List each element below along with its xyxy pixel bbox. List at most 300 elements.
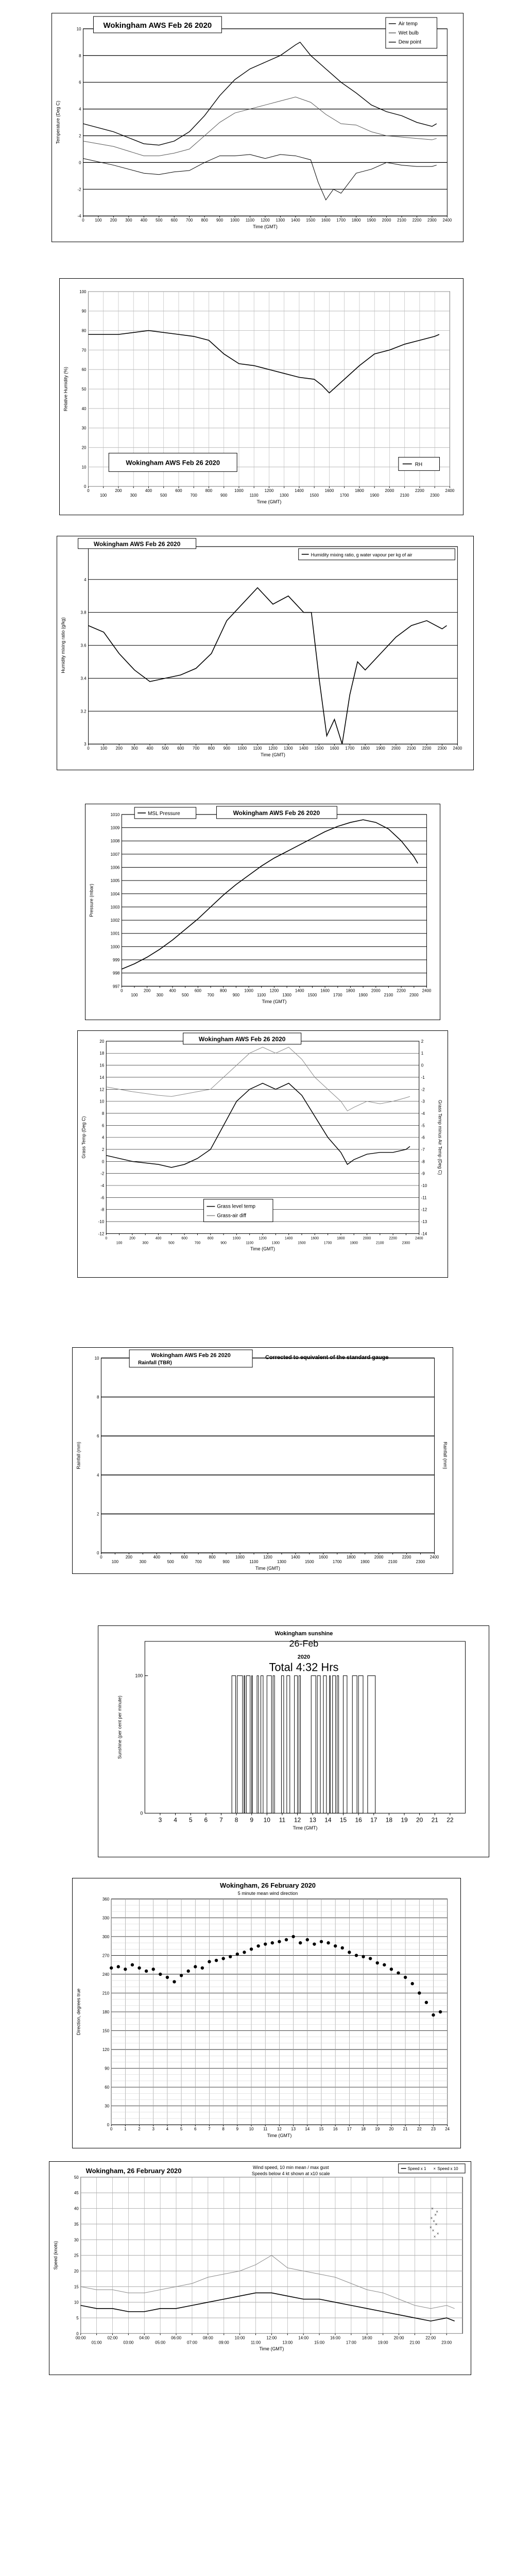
x-tick-label: 18 <box>385 1816 393 1824</box>
x-tick-label: 300 <box>130 493 137 498</box>
y-tick-label: 30 <box>105 2104 110 2109</box>
chart-title: Wokingham AWS Feb 26 2020 <box>233 809 320 817</box>
y-tick-label: 20 <box>81 445 87 450</box>
x-tick-label: 2100 <box>397 218 406 223</box>
y-tick-label: 0 <box>107 2123 110 2128</box>
x-tick-label: 2300 <box>430 493 440 498</box>
chart-svg-rainfall <box>73 1348 453 1573</box>
direction-point <box>180 1974 183 1977</box>
chart-panel-wind-speed <box>49 2161 471 2375</box>
chart-svg-sunshine <box>98 1626 489 1857</box>
y-axis-label: Speed (knots) <box>53 2241 58 2270</box>
y-tick-label: 180 <box>102 2009 110 2014</box>
x-tick-label: 400 <box>146 746 153 751</box>
y-tick-label: -12 <box>98 1231 105 1236</box>
y-tick-label: 150 <box>102 2028 110 2033</box>
x-axis-label: Time (GMT) <box>250 1246 275 1252</box>
x-tick-label: 800 <box>201 218 208 223</box>
x-tick-label: 1200 <box>268 746 278 751</box>
x-tick-label: 1600 <box>320 988 330 993</box>
x-tick-label: 1800 <box>355 488 364 494</box>
x-tick-label: 500 <box>160 493 167 498</box>
x-tick-label: 09:00 <box>218 2340 229 2345</box>
direction-point <box>418 1991 421 1994</box>
x-tick-label: 17:00 <box>346 2340 356 2345</box>
y-tick-label: 1005 <box>110 878 120 884</box>
direction-point <box>131 1963 134 1967</box>
x-tick-label: 700 <box>186 218 193 223</box>
x-tick-label: 6 <box>194 2127 197 2132</box>
y-tick-label: 10 <box>74 2300 79 2305</box>
speed-x10-marker: × <box>436 2209 438 2214</box>
legend-label: Wet bulb <box>398 30 419 36</box>
y-tick-label: -10 <box>98 1219 105 1225</box>
y-tick-label: -2 <box>100 1171 105 1176</box>
x-tick-label: 1200 <box>263 1555 272 1560</box>
x-tick-label: 8 <box>234 1816 238 1824</box>
x-tick-label: 0 <box>121 988 123 993</box>
x-tick-label: 19:00 <box>377 2340 388 2345</box>
x-tick-label: 1500 <box>298 1241 306 1245</box>
y2-tick-label: -11 <box>421 1195 427 1200</box>
x-tick-label: 600 <box>181 1555 188 1560</box>
x-tick-label: 2200 <box>397 988 406 993</box>
y2-tick-label: 0 <box>421 1063 424 1068</box>
x-tick-label: 21:00 <box>409 2340 420 2345</box>
x-tick-label: 200 <box>125 1555 132 1560</box>
y-tick-label: -6 <box>100 1195 105 1200</box>
x-tick-label: 7 <box>219 1816 223 1824</box>
x-tick-label: 100 <box>131 993 138 998</box>
x-tick-label: 08:00 <box>202 2335 213 2341</box>
y-tick-label: 70 <box>81 348 87 353</box>
y-tick-label: 10 <box>81 465 87 470</box>
x-tick-label: 2200 <box>402 1555 411 1560</box>
x-tick-label: 2300 <box>402 1241 410 1245</box>
x-tick-label: 1300 <box>279 493 289 498</box>
x-tick-label: 2000 <box>382 218 391 223</box>
x-tick-label: 2400 <box>430 1555 439 1560</box>
direction-point <box>145 1970 148 1973</box>
x-tick-label: 1700 <box>345 746 355 751</box>
x-tick-label: 22 <box>417 2127 422 2132</box>
y-tick-label: 1006 <box>110 865 120 870</box>
x-tick-label: 2000 <box>363 1236 371 1241</box>
plot-area <box>122 815 426 986</box>
direction-point <box>355 1954 358 1957</box>
x-tick-label: 00:00 <box>75 2335 86 2341</box>
x-tick-label: 1900 <box>376 746 385 751</box>
legend-label: Speed x 1 <box>407 2166 426 2171</box>
chart-title: Wokingham AWS Feb 26 2020 <box>93 540 181 548</box>
speed-x10-marker: × <box>431 2206 434 2211</box>
direction-point <box>256 1944 260 1947</box>
y2-tick-label: -13 <box>421 1219 427 1225</box>
x-tick-label: 1 <box>124 2127 127 2132</box>
x-tick-label: 1100 <box>257 993 266 998</box>
y-tick-label: 30 <box>81 426 87 431</box>
y-tick-label: 3 <box>84 742 87 747</box>
y-axis-label: Humidity mixing ratio (g/kg) <box>60 617 66 673</box>
y-tick-label: 1010 <box>110 812 120 817</box>
x-tick-label: 16 <box>333 2127 338 2132</box>
y-tick-label: 3.8 <box>80 610 87 615</box>
chart-title: Wokingham AWS Feb 26 2020 <box>126 459 220 467</box>
speed-x10-marker: × <box>430 2215 433 2221</box>
y-tick-label: 6 <box>79 80 81 85</box>
x-tick-label: 13 <box>309 1816 316 1824</box>
chart-subtitle: 5 minute mean wind direction <box>237 1890 298 1896</box>
direction-point <box>341 1946 344 1950</box>
x-tick-label: 1000 <box>237 746 247 751</box>
y-tick-label: 4 <box>97 1472 99 1478</box>
x-tick-label: 900 <box>223 746 230 751</box>
x-tick-label: 0 <box>82 218 84 223</box>
x-tick-label: 500 <box>168 1241 175 1245</box>
y-axis-label: Grass Temp (Deg C) <box>81 1116 87 1159</box>
x-tick-label: 1500 <box>310 493 319 498</box>
x-tick-label: 300 <box>125 218 132 223</box>
x-tick-label: 6 <box>204 1816 208 1824</box>
x-tick-label: 22 <box>447 1816 454 1824</box>
y2-tick-label: -7 <box>421 1147 425 1152</box>
x-axis-label: Time (GMT) <box>259 2346 284 2352</box>
y-tick-label: -4 <box>77 214 81 219</box>
x-tick-label: 1800 <box>346 988 355 993</box>
chart-title: Wokingham, 26 February 2020 <box>219 1881 316 1889</box>
direction-point <box>138 1967 141 1970</box>
x-tick-label: 900 <box>232 993 240 998</box>
x-tick-label: 4 <box>166 2127 169 2132</box>
y-tick-label: 1004 <box>110 891 120 896</box>
direction-point <box>264 1942 267 1945</box>
y-tick-label: 2 <box>101 1147 105 1152</box>
x-tick-label: 11 <box>263 2127 268 2132</box>
speed-x10-marker: × <box>429 2225 432 2230</box>
direction-point <box>173 1980 176 1983</box>
x-tick-label: 200 <box>115 488 122 494</box>
x-tick-label: 3 <box>158 1816 162 1824</box>
x-tick-label: 06:00 <box>171 2335 181 2341</box>
x-tick-label: 19 <box>401 1816 408 1824</box>
y-tick-label: -8 <box>100 1207 105 1212</box>
direction-point <box>194 1965 197 1968</box>
direction-point <box>327 1941 330 1944</box>
x-tick-label: 01:00 <box>91 2340 102 2345</box>
y-tick-label: 0 <box>101 1159 105 1164</box>
x-tick-label: 1500 <box>314 746 324 751</box>
direction-point <box>201 1967 204 1970</box>
x-tick-label: 500 <box>162 746 169 751</box>
y-tick-label: 330 <box>102 1916 110 1921</box>
legend-label: Humidity mixing ratio, g water vapour per kg of air <box>311 552 413 557</box>
x-tick-label: 3 <box>152 2127 154 2132</box>
chart-subtitle: Wind speed, 10 min mean / max gust <box>252 2164 329 2170</box>
x-tick-label: 2200 <box>415 488 424 494</box>
x-tick-label: 0 <box>100 1555 102 1560</box>
plot-area <box>83 29 448 216</box>
x-tick-label: 1300 <box>282 993 291 998</box>
x-tick-label: 1700 <box>333 993 342 998</box>
y-tick-label: 120 <box>102 2047 110 2053</box>
x-tick-label: 700 <box>207 993 214 998</box>
y-tick-label: 60 <box>81 367 87 372</box>
y-tick-label: 4 <box>79 107 81 112</box>
x-tick-label: 12 <box>277 2127 282 2132</box>
direction-point <box>152 1968 155 1971</box>
x-tick-label: 1400 <box>295 988 304 993</box>
x-tick-label: 1200 <box>264 488 274 494</box>
y-tick-label: 20 <box>99 1039 105 1044</box>
x-tick-label: 200 <box>110 218 117 223</box>
x-tick-label: 20 <box>416 1816 423 1824</box>
x-tick-label: 600 <box>181 1236 187 1241</box>
chart-panel-sunshine <box>98 1625 489 1857</box>
chart-total: Total 4:32 Hrs <box>269 1660 339 1674</box>
x-tick-label: 1800 <box>337 1236 345 1241</box>
x-tick-label: 400 <box>153 1555 160 1560</box>
x-tick-label: 18 <box>361 2127 366 2132</box>
x-tick-label: 10 <box>263 1816 270 1824</box>
direction-point <box>362 1955 365 1958</box>
y-tick-label: 240 <box>102 1972 110 1977</box>
y-axis-label: Rainfall (mm) <box>76 1442 81 1469</box>
y-tick-label: 4 <box>84 577 87 582</box>
y-tick-label: 6 <box>97 1434 99 1439</box>
x-tick-label: 500 <box>167 1560 174 1565</box>
y-tick-label: 997 <box>113 984 120 989</box>
x-tick-label: 1200 <box>261 218 270 223</box>
x-tick-label: 400 <box>145 488 152 494</box>
chart-panel-grass-temp <box>77 1030 448 1278</box>
x-tick-label: 1300 <box>271 1241 280 1245</box>
x-tick-label: 300 <box>139 1560 146 1565</box>
y-axis-label: Pressure (mbar) <box>89 884 94 917</box>
speed-x10-marker: × <box>433 2218 435 2224</box>
x-tick-label: 17 <box>370 1816 377 1824</box>
chart-svg-pressure <box>85 804 440 1020</box>
x-tick-label: 2000 <box>385 488 394 494</box>
direction-point <box>369 1957 372 1960</box>
x-tick-label: 07:00 <box>186 2340 197 2345</box>
x-tick-label: 500 <box>156 218 163 223</box>
x-tick-label: 5 <box>180 2127 183 2132</box>
direction-point <box>278 1940 281 1943</box>
x-axis-label: Time (GMT) <box>255 1566 280 1571</box>
x-tick-label: 800 <box>207 1236 214 1241</box>
x-tick-label: 800 <box>209 1555 216 1560</box>
chart-panel-wind-direction <box>72 1878 461 2148</box>
x-tick-label: 1000 <box>232 1236 241 1241</box>
x-tick-label: 02:00 <box>107 2335 118 2341</box>
direction-point <box>376 1961 379 1964</box>
x-tick-label: 11:00 <box>250 2340 261 2345</box>
chart-svg-grass-temp <box>78 1031 448 1277</box>
x-tick-label: 900 <box>220 493 228 498</box>
x-tick-label: 1600 <box>311 1236 319 1241</box>
y-tick-label: 15 <box>74 2284 79 2290</box>
x-tick-label: 700 <box>194 1241 201 1245</box>
y-tick-label: 5 <box>76 2316 79 2321</box>
chart-title: Wokingham AWS Feb 26 2020 <box>103 21 212 30</box>
direction-point <box>306 1938 309 1941</box>
y-axis-label: Sunshine (per cent per minute) <box>117 1696 123 1759</box>
y-tick-label: 999 <box>113 958 120 963</box>
chart-title: Wokingham AWS Feb 26 2020 <box>198 1035 286 1043</box>
direction-point <box>285 1938 288 1941</box>
chart-title: Wokingham, 26 February 2020 <box>85 2166 182 2175</box>
direction-point <box>159 1973 162 1976</box>
x-tick-label: 800 <box>220 988 227 993</box>
x-tick-label: 7 <box>208 2127 211 2132</box>
y-tick-label: 10 <box>76 26 81 31</box>
y-tick-label: 40 <box>74 2206 79 2211</box>
x-tick-label: 2200 <box>422 746 432 751</box>
direction-point <box>208 1960 211 1963</box>
chart-note: Corrected to equivalent of the standard gauge <box>265 1354 389 1361</box>
x-tick-label: 14 <box>324 1816 332 1824</box>
x-tick-label: 2200 <box>389 1236 397 1241</box>
y-tick-label: 3.2 <box>80 709 87 714</box>
y-tick-label: 0 <box>79 160 81 165</box>
x-tick-label: 1600 <box>318 1555 328 1560</box>
direction-point <box>383 1963 386 1967</box>
x-tick-label: 11 <box>279 1816 286 1824</box>
y2-tick-label: -10 <box>421 1183 427 1188</box>
x-tick-label: 1100 <box>249 493 259 498</box>
x-tick-label: 900 <box>222 1560 230 1565</box>
chart-panel-mixing-ratio <box>57 536 474 770</box>
x-tick-label: 1500 <box>304 1560 314 1565</box>
y-tick-label: 8 <box>79 53 81 58</box>
y-tick-label: 50 <box>74 2175 79 2180</box>
legend-swatch: × <box>433 2166 436 2171</box>
x-tick-label: 1700 <box>336 218 346 223</box>
direction-point <box>425 2001 428 2004</box>
y2-axis-label: Grass Temp minus Air Temp (Deg C) <box>437 1099 443 1175</box>
y-tick-label: 1009 <box>110 825 120 831</box>
x-tick-label: 1200 <box>269 988 279 993</box>
x-tick-label: 1700 <box>339 493 349 498</box>
y-tick-label: 0 <box>140 1810 143 1816</box>
y-tick-label: 50 <box>81 387 87 392</box>
speed-x10-marker: × <box>433 2234 436 2240</box>
x-tick-label: 10 <box>249 2127 254 2132</box>
x-tick-label: 900 <box>216 218 224 223</box>
x-tick-label: 21 <box>431 1816 438 1824</box>
x-tick-label: 2400 <box>415 1236 423 1241</box>
x-tick-label: 2100 <box>376 1241 384 1245</box>
x-tick-label: 200 <box>115 746 123 751</box>
plot-area <box>101 1358 434 1553</box>
y2-tick-label: 2 <box>421 1039 424 1044</box>
chart-title: Wokingham sunshine <box>274 1630 333 1637</box>
direction-point <box>250 1947 253 1951</box>
x-tick-label: 1900 <box>360 1560 370 1565</box>
x-tick-label: 400 <box>140 218 147 223</box>
chart-year: 2020 <box>297 1654 311 1660</box>
speed-x10-marker: × <box>435 2222 438 2227</box>
speed-x10-marker: × <box>436 2231 439 2236</box>
x-tick-label: 22:00 <box>425 2335 436 2341</box>
direction-point <box>291 1935 295 1938</box>
x-tick-label: 1800 <box>360 746 370 751</box>
direction-point <box>439 2010 442 2013</box>
y-axis-label: Temperature (Deg C) <box>55 100 61 144</box>
direction-point <box>243 1951 246 1954</box>
chart-svg-mixing-ratio <box>57 536 473 770</box>
x-tick-label: 2300 <box>416 1560 425 1565</box>
x-tick-label: 21 <box>403 2127 408 2132</box>
y-tick-label: 3.6 <box>80 643 87 648</box>
y-tick-label: 6 <box>101 1123 105 1128</box>
x-tick-label: 1800 <box>346 1555 356 1560</box>
x-tick-label: 17 <box>347 2127 352 2132</box>
y-tick-label: 360 <box>102 1896 110 1902</box>
direction-point <box>397 1971 400 1974</box>
x-tick-label: 1300 <box>283 746 293 751</box>
x-axis-label: Time (GMT) <box>260 752 285 758</box>
x-tick-label: 1400 <box>290 218 300 223</box>
x-tick-label: 1100 <box>253 746 262 751</box>
legend-label: Grass-air diff <box>217 1213 247 1219</box>
x-tick-label: 12:00 <box>266 2335 277 2341</box>
x-tick-label: 1400 <box>295 488 304 494</box>
x-axis-label: Time (GMT) <box>293 1825 318 1831</box>
y-tick-label: 25 <box>74 2253 79 2258</box>
x-tick-label: 20:00 <box>393 2335 404 2341</box>
chart-panel-humidity <box>59 278 464 515</box>
x-tick-label: 1300 <box>276 218 285 223</box>
chart-title: Wokingham AWS Feb 26 2020 <box>151 1352 231 1359</box>
y-tick-label: 1003 <box>110 905 120 910</box>
x-tick-label: 10:00 <box>234 2335 245 2341</box>
x-tick-label: 0 <box>110 2127 113 2132</box>
chart-svg-wind-direction <box>73 1878 460 2148</box>
x-tick-label: 2100 <box>384 993 393 998</box>
x-tick-label: 1300 <box>277 1560 286 1565</box>
direction-point <box>221 1957 225 1960</box>
x-tick-label: 2100 <box>400 493 409 498</box>
y-tick-label: 10 <box>94 1355 99 1361</box>
x-tick-label: 500 <box>182 993 189 998</box>
chart-panel-pressure <box>85 804 440 1020</box>
x-tick-label: 800 <box>205 488 213 494</box>
y2-tick-label: -9 <box>421 1171 425 1176</box>
y-tick-label: 2 <box>79 133 81 139</box>
x-tick-label: 18:00 <box>362 2335 372 2341</box>
x-tick-label: 700 <box>195 1560 202 1565</box>
x-tick-label: 100 <box>116 1241 123 1245</box>
chart-panel-rainfall <box>72 1347 453 1574</box>
speed-x10-marker: × <box>434 2212 437 2217</box>
y-tick-label: 270 <box>102 1953 110 1958</box>
x-tick-label: 200 <box>144 988 151 993</box>
speed-x10-marker: × <box>432 2228 435 2233</box>
direction-point <box>215 1959 218 1962</box>
chart-subtitle: 26-Feb <box>289 1638 319 1649</box>
y-tick-label: 40 <box>81 406 87 411</box>
chart-subtitle: Rainfall (TBR) <box>138 1360 172 1366</box>
y-tick-label: 4 <box>101 1135 105 1140</box>
y-axis-label: Relative Humidity (%) <box>63 367 68 412</box>
y2-tick-label: -5 <box>421 1123 425 1128</box>
x-tick-label: 2400 <box>445 488 455 494</box>
y2-tick-label: -12 <box>421 1207 427 1212</box>
y-tick-label: 998 <box>113 971 120 976</box>
y-tick-label: 100 <box>79 289 87 294</box>
direction-point <box>411 1982 414 1985</box>
